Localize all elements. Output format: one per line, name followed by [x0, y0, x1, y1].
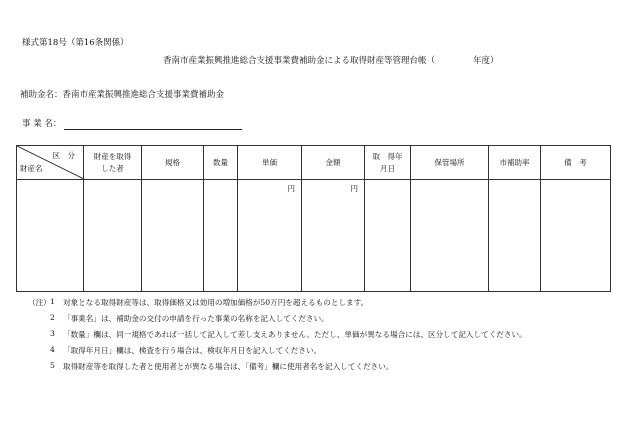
header-diagonal-cell: [17, 146, 84, 180]
note-number: 4: [50, 345, 55, 354]
note-number: 3: [50, 329, 55, 338]
note-text: 「数量」欄は、同一規格であれば一括して記入して差し支えありません。ただし、単価が異なる場合には、区分して記入してください。: [63, 330, 527, 339]
header-property-name: 財産名: [20, 164, 43, 173]
cell-acquirer[interactable]: [84, 180, 142, 292]
note-text: 「事業名」は、補助金の交付の申請を行った事業の名称を記入してください。: [63, 314, 329, 323]
note-number: 1: [50, 297, 55, 306]
header-category: 区 分: [52, 151, 75, 160]
header-spec: 規格: [142, 146, 204, 180]
header-remarks: 備 考: [541, 146, 611, 180]
notes-prefix: （注）: [28, 298, 51, 307]
note-text: 取得財産等を取得した者と使用者とが異なる場合は、「備考」欄に使用者名を記入してください。: [63, 362, 394, 371]
header-storage: 保管場所: [411, 146, 489, 180]
header-acquired-date: [365, 146, 411, 180]
note-text: 対象となる取得財産等は、取得価格又は効用の増加価格が50万円を超えるものとします。: [63, 298, 369, 307]
property-ledger-table: [16, 145, 611, 292]
cell-spec[interactable]: [142, 180, 204, 292]
header-acquirer: [84, 146, 142, 180]
note-number: 5: [50, 361, 55, 370]
project-name-label: 事 業 名：: [22, 119, 62, 129]
cell-unit-price[interactable]: [238, 180, 302, 292]
cell-quantity[interactable]: [204, 180, 238, 292]
ledger-title: [163, 54, 499, 66]
header-acquired-date-text: 取 得年月日: [372, 151, 403, 173]
unit-price-yen: 円: [287, 184, 295, 193]
header-city-rate: 市補助率: [489, 146, 541, 180]
cell-property-name[interactable]: [17, 180, 84, 292]
cell-city-rate[interactable]: [489, 180, 541, 292]
cell-storage[interactable]: [411, 180, 489, 292]
cell-remarks[interactable]: [541, 180, 611, 292]
header-unit-price: 単価: [238, 146, 302, 180]
project-name-underline: [64, 129, 242, 130]
table-header-row: [17, 146, 611, 180]
subsidy-name: 補助金名：香南市産業振興推進総合支援事業費補助金: [20, 90, 225, 100]
title-suffix: 年度）: [473, 56, 499, 66]
header-amount: 金額: [302, 146, 365, 180]
title-main: 香南市産業振興推進総合支援事業費補助金による取得財産等管理台帳（: [163, 56, 436, 66]
cell-acquired-date[interactable]: [365, 180, 411, 292]
form-number: 様式第18号（第16条関係）: [22, 38, 129, 48]
project-name-row: [22, 117, 61, 129]
note-text: 「取得年月日」欄は、検査を行う場合は、検収年月日を記入してください。: [63, 346, 322, 355]
cell-amount[interactable]: [302, 180, 365, 292]
note-number: 2: [50, 313, 55, 322]
header-quantity: 数量: [204, 146, 238, 180]
amount-yen: 円: [350, 184, 358, 193]
table-entry-row: [17, 180, 611, 292]
header-acquirer-text: 財産を取得した者: [93, 151, 132, 173]
